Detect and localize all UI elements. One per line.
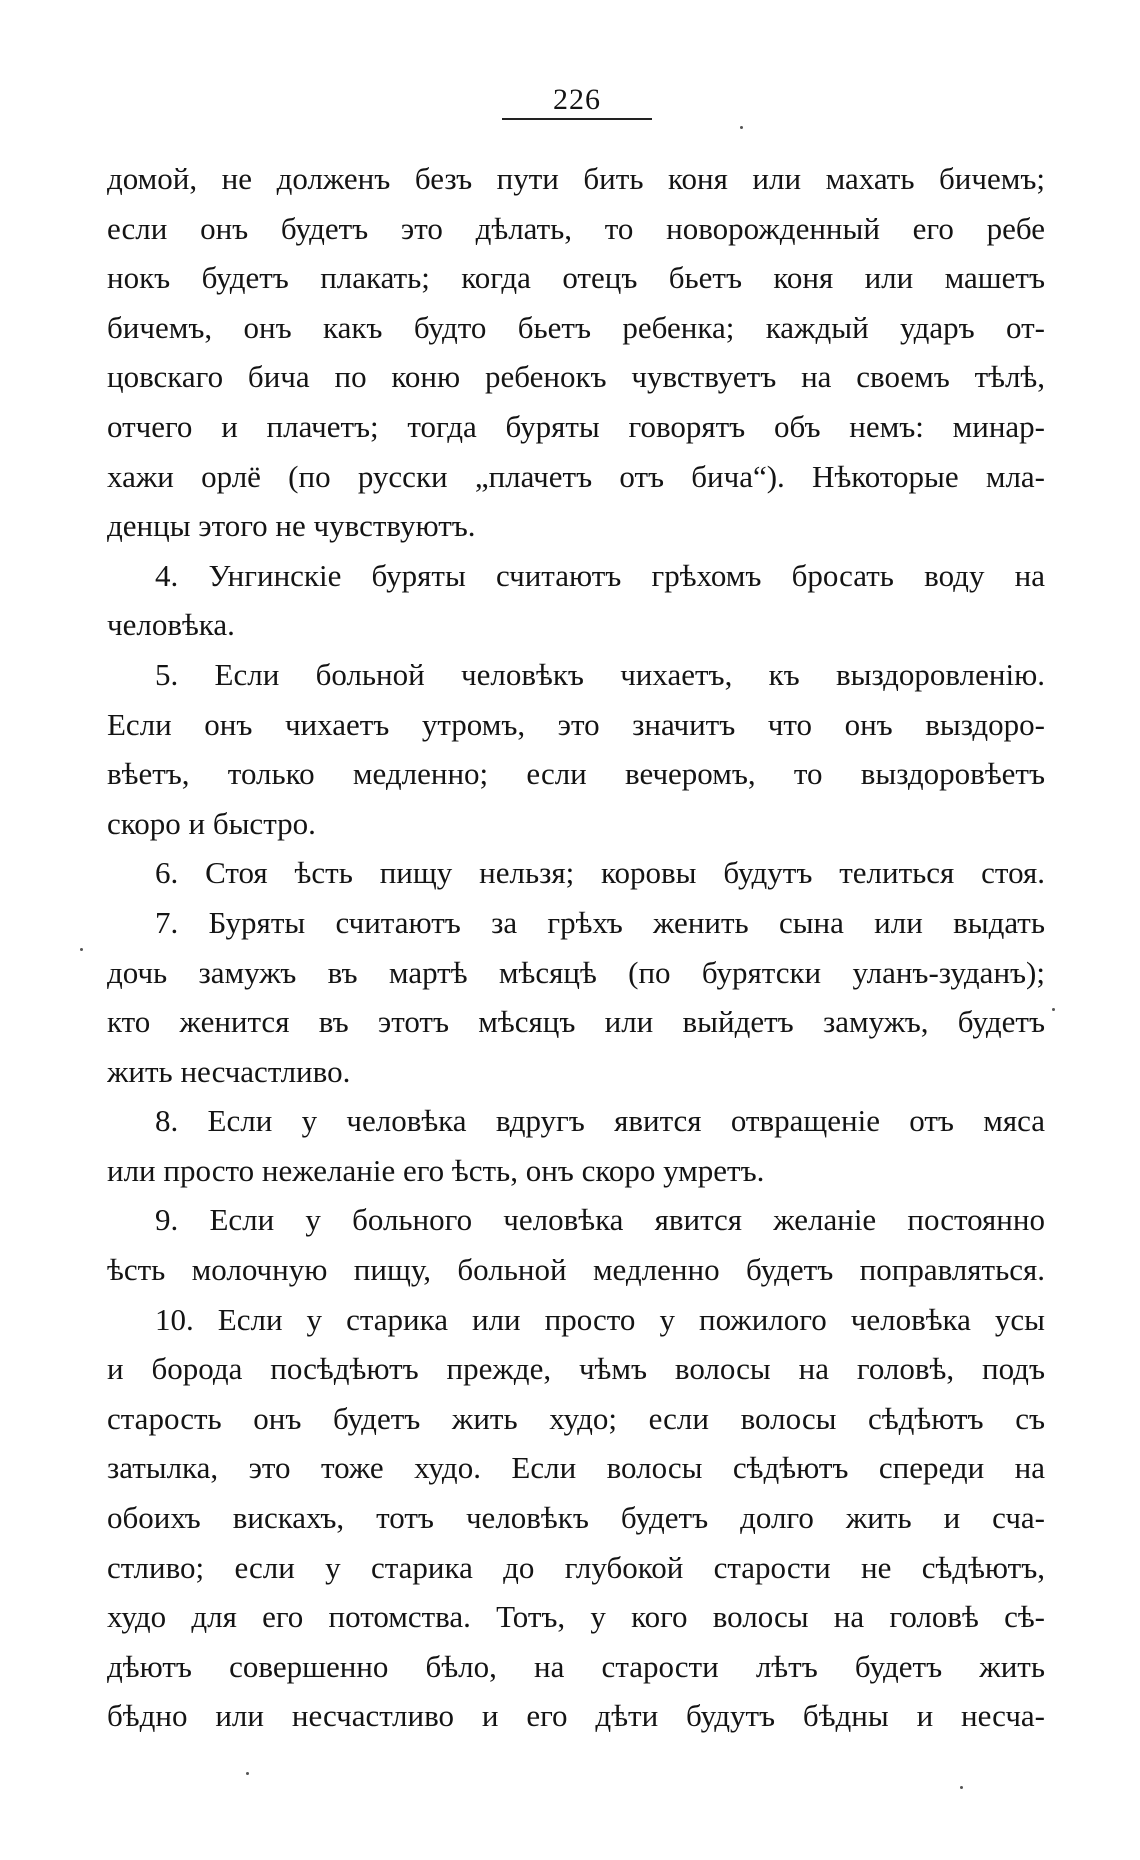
text-line: и борода посѣдѣютъ прежде, чѣмъ волосы на головѣ, подъ (107, 1351, 1045, 1387)
print-speck (246, 1772, 249, 1775)
text-line: дѣютъ совершенно бѣло, на старости лѣтъ будетъ жить (107, 1648, 1045, 1684)
text-line: жить несчастливо. (107, 1053, 351, 1089)
text-line: обоихъ вискахъ, тотъ человѣкъ будетъ долго жить и сча- (107, 1500, 1045, 1536)
print-speck (80, 948, 83, 951)
text-line: 4. Унгинскіе буряты считаютъ грѣхомъ бросать воду на (155, 557, 1045, 593)
text-line: бѣдно или несчастливо и его дѣти будутъ бѣдны и несча- (107, 1698, 1045, 1734)
print-speck (1052, 1008, 1055, 1011)
text-line: нокъ будетъ плакать; когда отецъ бьетъ коня или машетъ (107, 260, 1045, 296)
text-line: старость онъ будетъ жить худо; если волосы сѣдѣютъ съ (107, 1400, 1045, 1436)
text-line: стливо; если у старика до глубокой старости не сѣдѣютъ, (107, 1549, 1045, 1585)
text-line: 9. Если у больного человѣка явится желаніе постоянно (155, 1202, 1045, 1238)
text-line: ѣсть молочную пищу, больной медленно будетъ поправляться. (107, 1252, 1045, 1288)
text-line: 8. Если у человѣка вдругъ явится отвращеніе отъ мяса (155, 1103, 1045, 1139)
text-line: дочь замужъ въ мартѣ мѣсяцѣ (по бурятски уланъ-зуданъ); (107, 954, 1045, 990)
text-line: бичемъ, онъ какъ будто бьетъ ребенка; каждый ударъ от- (107, 309, 1045, 345)
text-line: отчего и плачетъ; тогда буряты говорятъ объ немъ: минар- (107, 408, 1045, 444)
print-speck (740, 126, 743, 129)
text-line: худо для его потомства. Тотъ, у кого волосы на головѣ сѣ- (107, 1599, 1045, 1635)
text-line: затылка, это тоже худо. Если волосы сѣдѣютъ спереди на (107, 1450, 1045, 1486)
text-line: вѣетъ, только медленно; если вечеромъ, то выздоровѣетъ (107, 756, 1045, 792)
text-line: Если онъ чихаетъ утромъ, это значитъ что онъ выздоро- (107, 706, 1045, 742)
text-line: домой, не долженъ безъ пути бить коня или махать бичемъ; (107, 161, 1045, 196)
text-line: если онъ будетъ это дѣлать, то новорожденный его ребе (107, 210, 1045, 246)
text-line: кто женится въ этотъ мѣсяцъ или выйдетъ замужъ, будетъ (107, 1004, 1045, 1040)
page-number-rule (502, 118, 652, 120)
text-line: 6. Стоя ѣсть пищу нельзя; коровы будутъ телиться стоя. (155, 855, 1045, 891)
text-line: или просто нежеланіе его ѣсть, онъ скоро умретъ. (107, 1152, 765, 1188)
text-line: человѣка. (107, 607, 235, 643)
text-line: цовскаго бича по коню ребенокъ чувствуетъ на своемъ тѣлѣ, (107, 359, 1045, 395)
text-line: скоро и быстро. (107, 805, 316, 841)
body-text (107, 154, 1045, 1741)
text-line: 5. Если больной человѣкъ чихаетъ, къ выздоровленію. (155, 656, 1045, 692)
text-line: 7. Буряты считаютъ за грѣхъ женить сына или выдать (155, 904, 1045, 940)
text-line: 10. Если у старика или просто у пожилого человѣка усы (155, 1301, 1045, 1337)
print-speck (960, 1786, 963, 1789)
text-line: денцы этого не чувствуютъ. (107, 508, 476, 544)
text-line: хажи орлё (по русски „плачетъ отъ бича“). Нѣкоторые мла- (107, 458, 1045, 494)
page-number: 226 (553, 83, 601, 116)
